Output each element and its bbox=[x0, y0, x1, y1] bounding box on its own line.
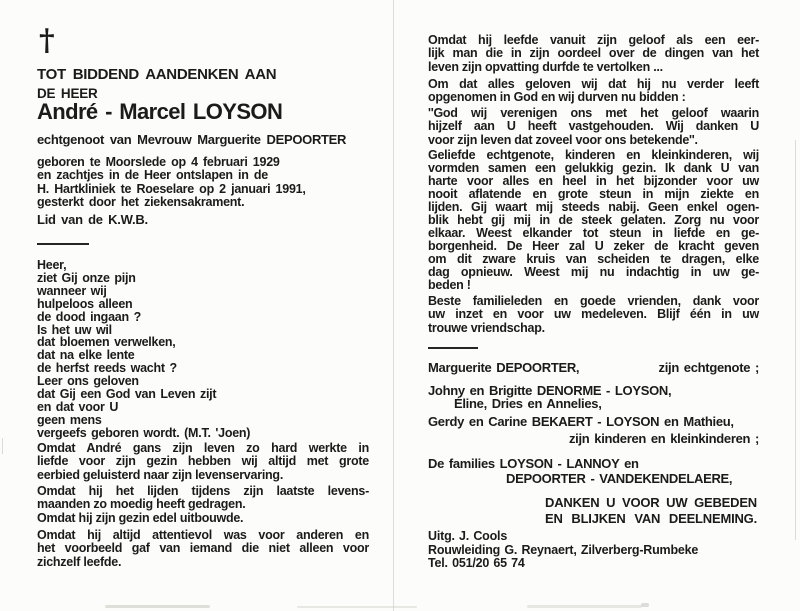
farewell-to-family-paragraph: Geliefde echtgenote, kinderen en kleinkinderen, wij vormden samen een gelukkig gezin. Ik dank U van harte voor alles en heel in het bijzonder voor uw nooit aflatende en grote steun in mijn ziekte en lijden. Gij waart mij steeds nabij. Geen enkel ogen- blik hebt gij mij in de steek gelaten. Zorg nu voor elkaar. Weest elkander tot steun in liefde en ge- borgenheid. De Heer zal U zeker de kracht geven om dit zware kruis van scheiden te dragen, elke dag opnieuw. Weest mij nu indachtig in uw ge- beden ! bbox=[428, 148, 759, 292]
biography-lines: geboren te Moorslede op 4 februari 1929 en zachtjes in de Heer ontslapen in de H. Hartkliniek te Roeselare op 2 januari 1991, gesterkt door het ziekensakrament. bbox=[37, 155, 306, 209]
thanks-block: DANKEN U VOOR UW GEBEDEN EN BLIJKEN VAN DEELNEMING. bbox=[545, 495, 757, 526]
spouse-acknowledgement-row bbox=[428, 360, 759, 375]
wife-name: Marguerite DEPOORTER, bbox=[428, 360, 580, 375]
tribute-paragraph-2: Omdat hij het lijden tijdens zijn laatste levens- maanden zo moedig heeft gedragen. bbox=[37, 484, 369, 512]
farewell-to-friends-paragraph: Beste familieleden en goede vrienden, dank voor uw inzet en voor uw medeleven. Blijf één in uw trouwe vriendschap. bbox=[428, 294, 759, 335]
section-divider bbox=[37, 243, 89, 245]
families-line-1: De families LOYSON - LANNOY en bbox=[428, 456, 639, 471]
left-page bbox=[37, 0, 369, 611]
deceased-name: André - Marcel LOYSON bbox=[37, 99, 283, 124]
children-role-line: zijn kinderen en kleinkinderen ; bbox=[568, 431, 759, 446]
memorial-poem: Heer, ziet Gij onze pijn wanneer wij hulpeloos alleen de dood ingaan ? Is het uw wil dat bloemen verwelken, dat na elke lente de herfst reeds wacht ? Leer ons geloven dat Gij een God van Leven zijt en dat voor U geen mens vergeefs geboren wordt. (M.T. 'Joen) bbox=[37, 258, 251, 440]
tribute-paragraph-4: Omdat hij altijd attentievol was voor anderen en het voorbeeld gaf van iemand die niet alleen voor zichzelf leefde. bbox=[37, 528, 369, 569]
prayer-quote: ''God wij verenigen ons met het geloof waarin hijzelf aan U heeft vastgehouden. Wij danken U voor zijn leven dat zoveel voor ons betekende''. bbox=[428, 106, 759, 147]
left-edge-mark bbox=[2, 438, 3, 454]
cross-icon: † bbox=[39, 23, 55, 58]
children-line-2: Gerdy en Carine BEKAERT - LOYSON en Mathieu, bbox=[428, 414, 734, 429]
faith-paragraph-1: Omdat hij leefde vanuit zijn geloof als een eer- lijk man die in zijn oordeel over de dingen van het leven zijn opvatting durfde te vertolken ... bbox=[428, 33, 759, 74]
right-page bbox=[428, 0, 759, 611]
children-line-1: Johny en Brigitte DENORME - LOYSON, bbox=[428, 383, 672, 398]
section-divider bbox=[428, 347, 478, 349]
center-fold-line bbox=[393, 0, 394, 611]
families-line-2: DEPOORTER - VANDEKENDELAERE, bbox=[506, 471, 733, 486]
faith-paragraph-2: Om dat alles geloven wij dat hij nu verder leeft opgenomen in God en wij durven nu bidden : bbox=[428, 77, 759, 105]
memorial-header: TOT BIDDEND AANDENKEN AAN bbox=[37, 66, 277, 83]
membership-line: Lid van de K.W.B. bbox=[37, 212, 148, 227]
publisher-info: Uitg. J. Cools Rouwleiding G. Reynaert, Zilverberg-Rumbeke Tel. 051/20 65 74 bbox=[428, 529, 699, 571]
tribute-paragraph-3: Omdat hij zijn gezin edel uitbouwde. bbox=[37, 511, 244, 525]
wife-role: zijn echtgenote ; bbox=[658, 360, 759, 375]
right-edge-line bbox=[795, 140, 796, 540]
deceased-title: DE HEER bbox=[37, 86, 98, 101]
spouse-line: echtgenoot van Mevrouw Marguerite DEPOORTER bbox=[37, 132, 347, 147]
grandchildren-line-1: Éline, Dries en Annelies, bbox=[454, 396, 602, 411]
tribute-paragraph-1: Omdat André gans zijn leven zo hard werkte in liefde voor zijn gezin hebben wij altijd met grote eerbied geluisterd naar zijn levenservaring. bbox=[37, 441, 369, 482]
